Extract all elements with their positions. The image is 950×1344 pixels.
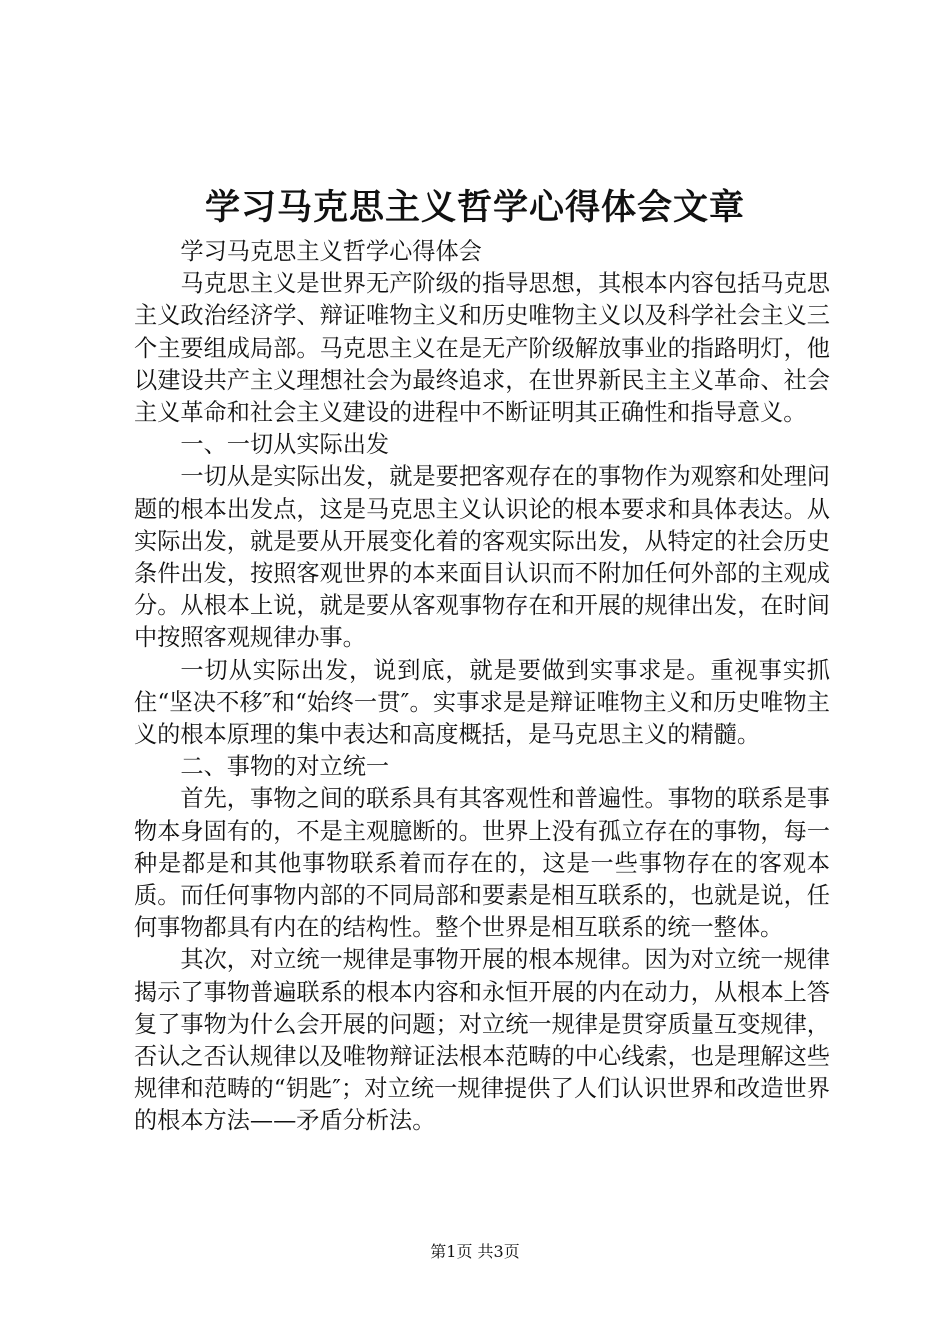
subtitle-paragraph: 学习马克思主义哲学心得体会 xyxy=(180,238,482,265)
body-paragraph: 一切从是实际出发，就是要把客观存在的事物作为观察和处理问题的根本出发点，这是马克思主义认识论的根本要求和具体表达。从实际出发，就是要从开展变化着的客观实际出发，从特定的社会历史条件出发，按照客观世界的本来面目认识而不附加任何外部的主观成分。从根本上说，就是要从客观事物存在和开展的规律出发，在时间中按照客观规律办事。 xyxy=(134,463,830,652)
body-paragraph: 一切从实际出发，说到底，就是要做到实事求是。重视事实抓住“坚决不移″和“始终一贯″。实事求是是辩证唯物主义和历史唯物主义的根本原理的集中表达和高度概括，是马克思主义的精髓。 xyxy=(134,656,830,749)
section-heading-1: 一、一切从实际出发 xyxy=(180,431,390,459)
document-title: 学习马克思主义哲学心得体会文章 xyxy=(204,187,745,228)
document-body xyxy=(134,236,830,1138)
body-paragraph: 首先，事物之间的联系具有其客观性和普遍性。事物的联系是事物本身固有的，不是主观臆断的。世界上没有孤立存在的事物，每一种是都是和其他事物联系着而存在的，这是一些事物存在的客观本质。而任何事物内部的不同局部和要素是相互联系的，也就是说，任何事物都具有内在的结构性。整个世界是相互联系的统一整体。 xyxy=(134,785,830,942)
page-footer: 第1页 共3页 xyxy=(430,1242,520,1261)
body-paragraph: 其次，对立统一规律是事物开展的根本规律。因为对立统一规律揭示了事物普遍联系的根本内容和永恒开展的内在动力，从根本上答复了事物为什么会开展的问题；对立统一规律是贯穿质量互变规律，否认之否认规律以及唯物辩证法根本范畴的中心线索，也是理解这些规律和范畴的“钥匙″；对立统一规律提供了人们认识世界和改造世界的根本方法——矛盾分析法。 xyxy=(134,946,830,1135)
intro-paragraph: 马克思主义是世界无产阶级的指导思想，其根本内容包括马克思主义政治经济学、辩证唯物主义和历史唯物主义以及科学社会主义三个主要组成局部。马克思主义在是无产阶级解放事业的指路明灯，他以建设共产主义理想社会为最终追求，在世界新民主主义革命、社会主义革命和社会主义建设的进程中不断证明其正确性和指导意义。 xyxy=(134,270,830,427)
section-heading-2: 二、事物的对立统一 xyxy=(180,753,390,781)
